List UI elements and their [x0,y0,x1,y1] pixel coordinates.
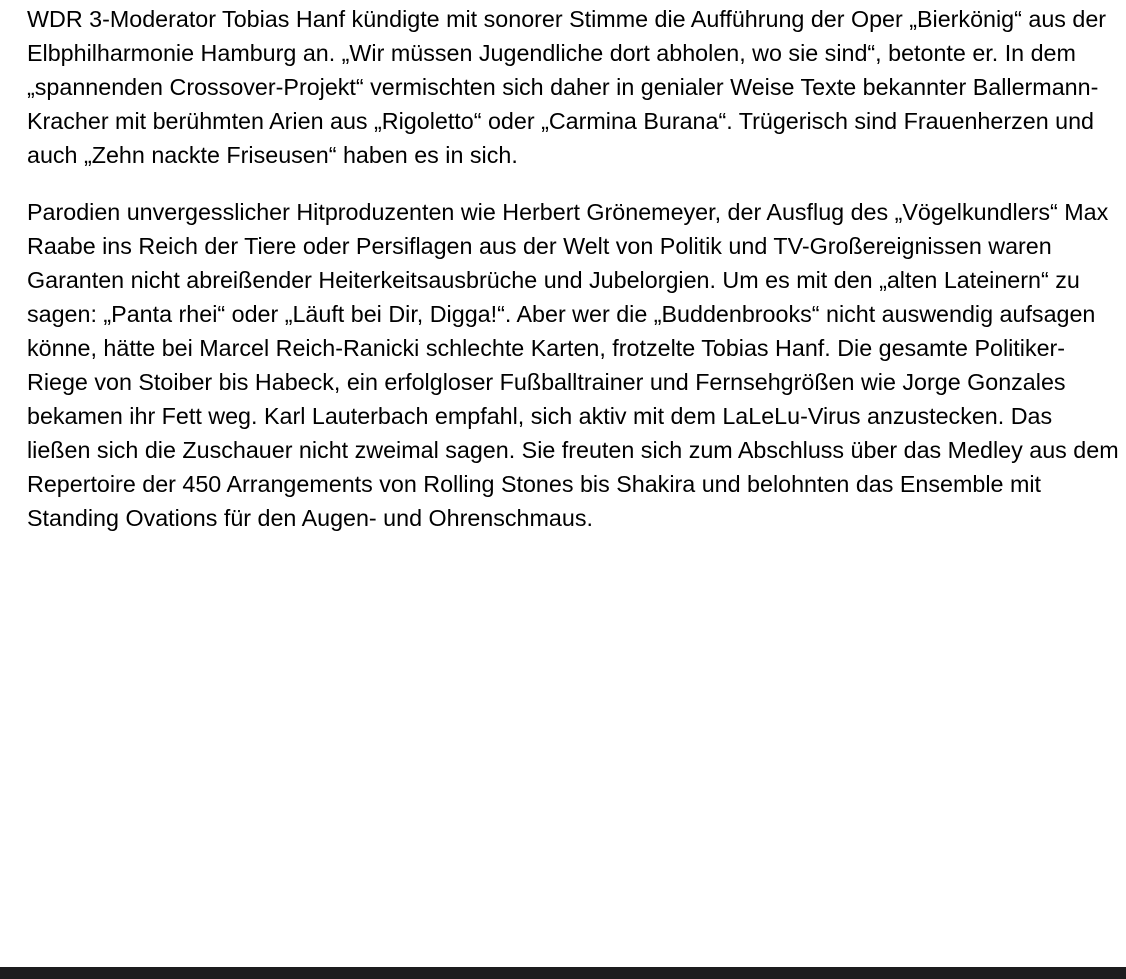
article-body [27,2,1119,535]
bottom-bar [0,967,1126,979]
paragraph-intro: WDR 3-Moderator Tobias Hanf kündigte mit sonorer Stimme die Aufführung der Oper „Bierkönig“ aus der Elbphilharmonie Hamburg an. „Wir müssen Jugendliche dort abholen, wo sie sind“, betonte er. In dem „spannenden Crossover-Projekt“ vermischten sich daher in genialer Weise Texte bekannter Ballermann-Kracher mit berühmten Arien aus „Rigoletto“ oder „Carmina Burana“. Trügerisch sind Frauenherzen und auch „Zehn nackte Friseusen“ haben es in sich. [27,6,1107,168]
paragraph-parodies: Parodien unvergesslicher Hitproduzenten wie Herbert Grönemeyer, der Ausflug des „Vögelkundlers“ Max Raabe ins Reich der Tiere oder Persiflagen aus der Welt von Politik und TV-Großereignissen waren Garanten nicht abreißender Heiterkeitsausbrüche und Jubelorgien. Um es mit den „alten Lateinern“ zu sagen: „Panta rhei“ oder „Läuft bei Dir, Digga!“. Aber wer die „Buddenbrooks“ nicht auswendig aufsagen könne, hätte bei Marcel Reich-Ranicki schlechte Karten, frotzelte Tobias Hanf. Die gesamte Politiker-Riege von Stoiber bis Habeck, ein erfolgloser Fußballtrainer und Fernsehgrößen wie Jorge Gonzales bekamen ihr Fett weg. Karl Lauterbach empfahl, sich aktiv mit dem LaLeLu-Virus anzustecken. Das ließen sich die Zuschauer nicht zweimal sagen. Sie freuten sich zum Abschluss über das Medley aus dem Repertoire der 450 Arrangements von Rolling Stones bis Shakira und belohnten das Ensemble mit Standing Ovations für den Augen- und Ohrenschmaus. [27,199,1119,531]
